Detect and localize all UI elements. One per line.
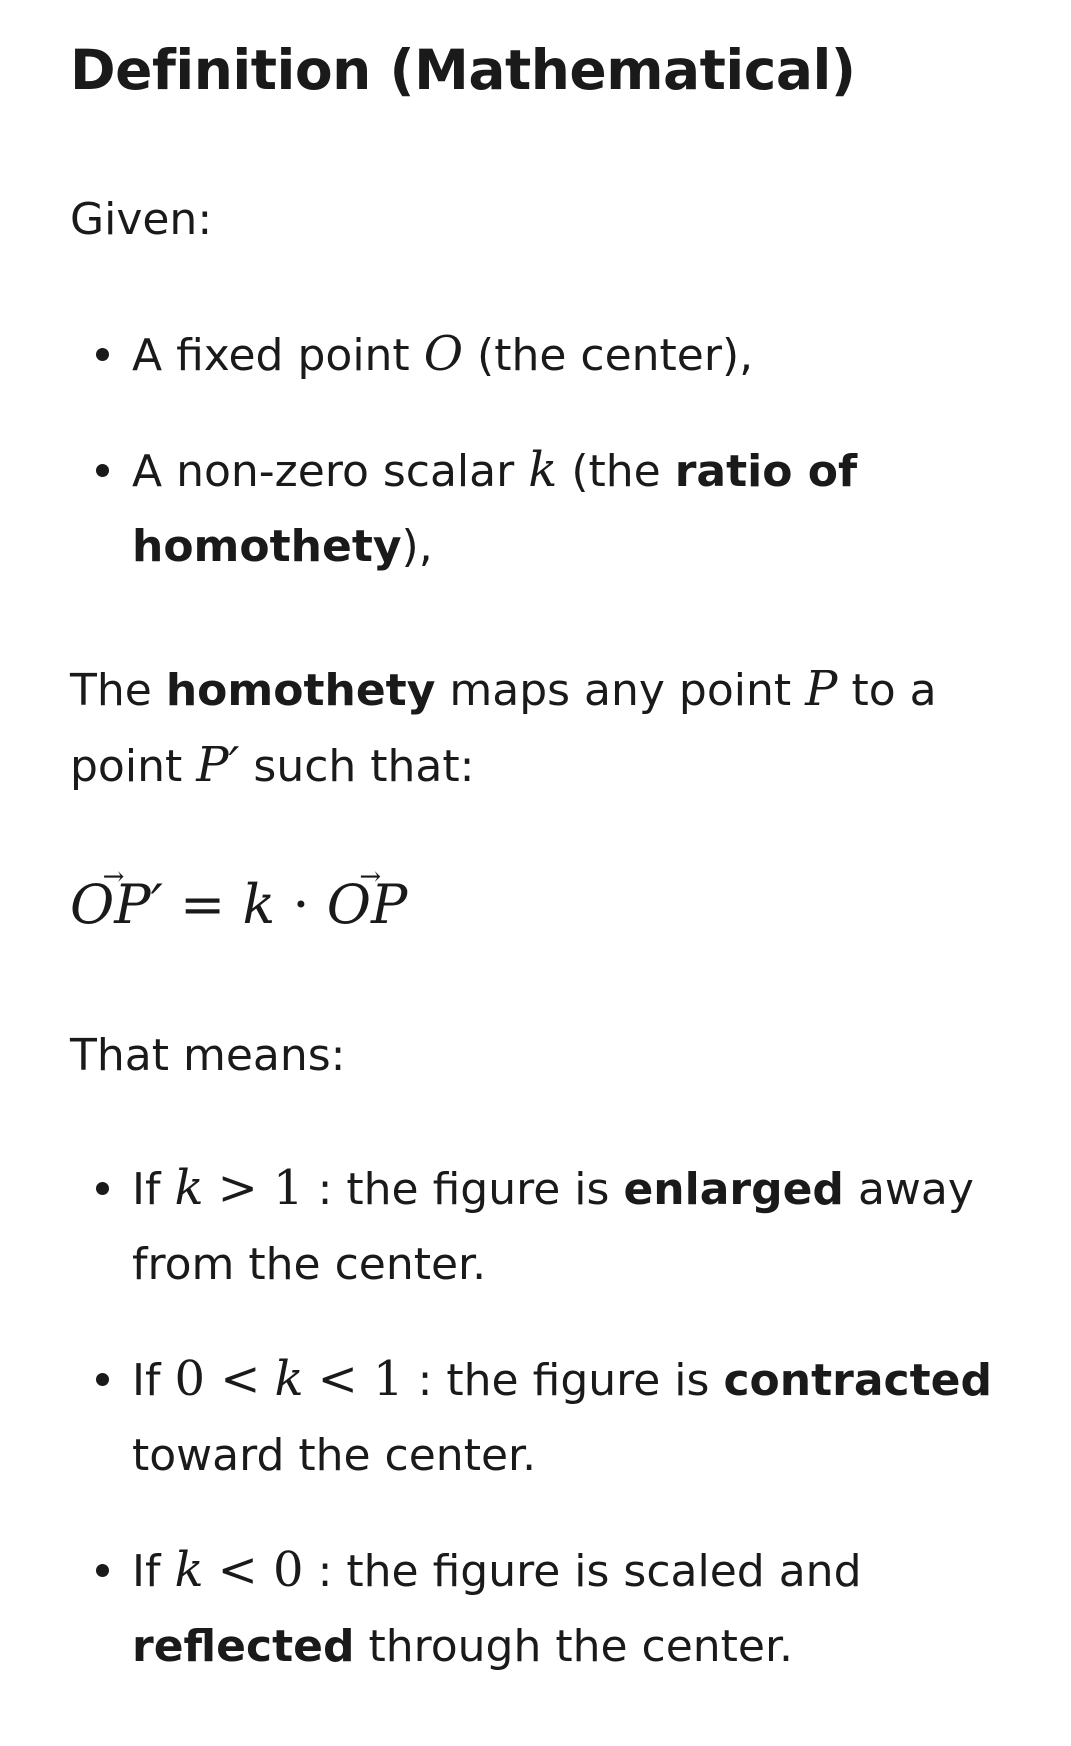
- list-item-scalar: [70, 433, 1007, 584]
- vector-op: OP →: [327, 860, 408, 950]
- para-text: The: [70, 665, 152, 716]
- case-text: through the center.: [368, 1621, 794, 1672]
- case-text: : the figure is scaled and: [317, 1546, 862, 1597]
- item-text: (the center),: [477, 330, 754, 381]
- case-text: toward the center.: [132, 1430, 537, 1481]
- prime-mark: ′: [150, 873, 163, 936]
- para-text: such that:: [253, 741, 475, 792]
- para-text: to a point: [70, 665, 937, 792]
- math-condition: 0 <: [174, 1351, 261, 1407]
- math-symbol-pprime: P′: [196, 737, 240, 793]
- case-item-contracted: [70, 1342, 1007, 1493]
- math-symbol-k: k: [528, 442, 558, 498]
- math-symbol-k: k: [174, 1160, 204, 1216]
- math-symbol-o: O: [423, 326, 464, 382]
- case-text: If: [132, 1355, 161, 1406]
- para-text: maps any point: [449, 665, 792, 716]
- page-title: Definition (Mathematical): [70, 38, 856, 102]
- bold-term: enlarged: [623, 1164, 844, 1215]
- case-text: : the figure is: [417, 1355, 710, 1406]
- given-label: Given:: [70, 194, 213, 245]
- given-list: [70, 317, 1007, 584]
- cases-list: [70, 1151, 1007, 1684]
- case-item-reflected: [70, 1533, 1007, 1684]
- bold-term: homothety: [165, 665, 436, 716]
- item-text: (the: [571, 446, 661, 497]
- definition-paragraph: [70, 652, 1007, 804]
- item-text: ),: [401, 521, 433, 572]
- math-condition: > 1: [217, 1160, 304, 1216]
- case-text: : the figure is: [317, 1164, 610, 1215]
- item-text: A fixed point: [132, 330, 410, 381]
- bold-term: contracted: [723, 1355, 992, 1406]
- equals-sign: =: [180, 873, 226, 936]
- case-text: away from the center.: [132, 1164, 974, 1290]
- item-text: A non-zero scalar: [132, 446, 515, 497]
- scalar-k: k: [242, 873, 276, 936]
- bold-term: ratio of homothety: [132, 446, 858, 572]
- vector-op: OP →: [70, 860, 151, 950]
- dot-operator: ·: [292, 873, 310, 936]
- list-item-center: [70, 317, 1007, 393]
- case-text: If: [132, 1546, 161, 1597]
- math-condition: < 0: [217, 1542, 304, 1598]
- case-text: If: [132, 1164, 161, 1215]
- bold-term: reflected: [132, 1621, 355, 1672]
- math-symbol-k: k: [174, 1542, 204, 1598]
- math-condition: < 1: [317, 1351, 404, 1407]
- case-item-enlarged: [70, 1151, 1007, 1302]
- math-symbol-p: P: [805, 661, 838, 717]
- formula: [70, 860, 1007, 950]
- means-label: That means:: [70, 1030, 346, 1081]
- math-symbol-k: k: [274, 1351, 304, 1407]
